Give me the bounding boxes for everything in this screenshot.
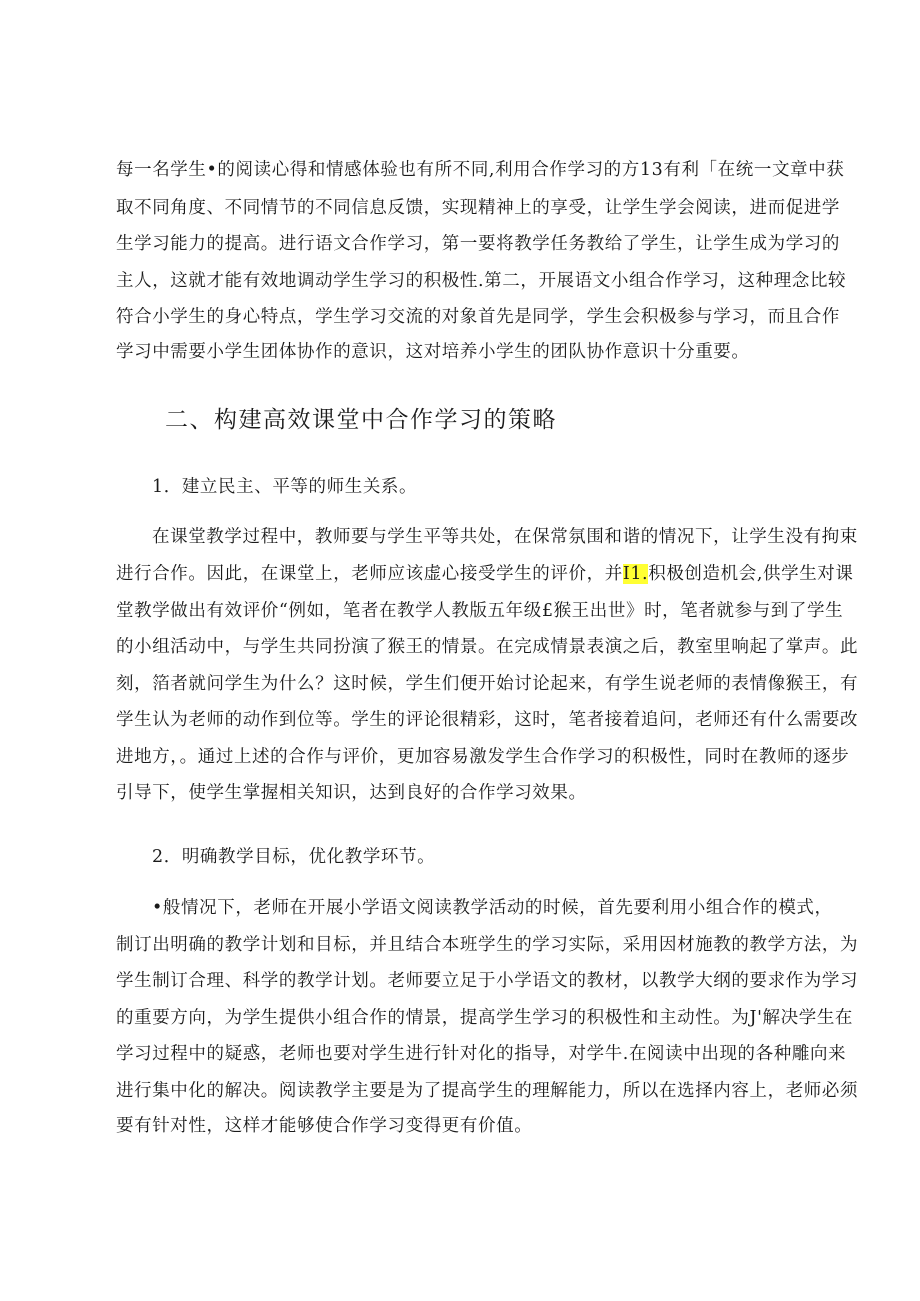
text-line: 取不同角度、不同情节的不同信息反馈，实现精神上的享受，让学生学会阅读，进而促进学 <box>116 198 840 218</box>
text-line: 制订出明确的教学计划和目标，并且结合本班学生的学习实际，采用因材施教的教学方法，为 <box>116 935 859 955</box>
text-line: 每一名学生•的阅读心得和情感体验也有所不同,利用合作学习的方13有利「在统一文章中获 <box>116 160 845 180</box>
text-line: 堂教学做出有效评价“例如，笔者在教学人教版五年级£猴王出世》时，笔者就参与到了学生 <box>116 601 844 621</box>
text-line: 的小组活动中，与学生共同扮演了猴王的情景。在完成情景表演之后，教室里响起了掌声。此 <box>116 637 859 657</box>
text-line: 在课堂教学过程中，教师要与学生平等共处，在保常氛围和谐的情况下，让学生没有拘束 <box>152 527 858 547</box>
text-line: 生学习能力的提高。进行语文合作学习，第一要将教学任务教给了学生，让学生成为学习的 <box>116 234 840 254</box>
subsection-title-1: 1．建立民主、平等的师生关系。 <box>152 477 418 497</box>
text-segment: 积极创造机会,供学生对课 <box>648 564 854 584</box>
text-line: 的重要方向，为学生提供小组合作的情景，提高学生学习的积极性和主动性。为J'解决学生在 <box>116 1008 854 1028</box>
text-segment: 进行合作。因此，在课堂上，老师应该虚心接受学生的评价，并 <box>116 564 623 584</box>
text-line: 学生制订合理、科学的教学计划。老师要立足于小学语文的教材，以教学大纲的要求作为学习 <box>116 971 859 991</box>
section-heading: 二、构建高效课堂中合作学习的策略 <box>165 407 557 433</box>
text-line: 主人，这就才能有效地调动学生学习的积极性.第二，开展语文小组合作学习，这种理念比较 <box>116 271 847 291</box>
text-line: 引导下，使学生掌握相关知识，达到良好的合作学习效果。 <box>116 783 587 803</box>
text-line: 符合小学生的身心特点，学生学习交流的对象首先是同学，学生会积极参与学习，而且合作 <box>116 307 840 327</box>
text-line: 学生认为老师的动作到位等。学生的评论很精彩，这时，笔者接着追问，老师还有什么需要改 <box>116 710 859 730</box>
text-line: •般情况下，老师在开展小学语文阅读教学活动的时候，首先要利用小组合作的模式， <box>152 898 833 918</box>
text-line: 学习中需要小学生团体协作的意识，这对培养小学生的团队协作意识十分重要。 <box>116 342 750 362</box>
text-line: 刻，箔者就问学生为什么？这时候，学生们便开始讨论起来，有学生说老师的表情像猴王，有 <box>116 674 859 694</box>
text-line: 学习过程中的疑惑，老师也要对学生进行针对化的指导，对学牛.在阅读中出现的各种雕向来 <box>116 1044 847 1064</box>
text-line: 进地方，。通过上述的合作与评价，更加容易激发学生合作学习的积极性，同时在教师的逐步 <box>116 747 850 767</box>
text-line: 进行集中化的解决。阅读教学主要是为了提高学生的理解能力，所以在选择内容上，老师必须 <box>116 1081 859 1101</box>
text-line <box>116 562 854 586</box>
text-line: 要有针对性，这样才能够使合作学习变得更有价值。 <box>116 1116 533 1136</box>
highlighted-text: I1. <box>622 564 649 584</box>
subsection-title-2: 2．明确教学目标，优化教学环节。 <box>152 847 436 867</box>
